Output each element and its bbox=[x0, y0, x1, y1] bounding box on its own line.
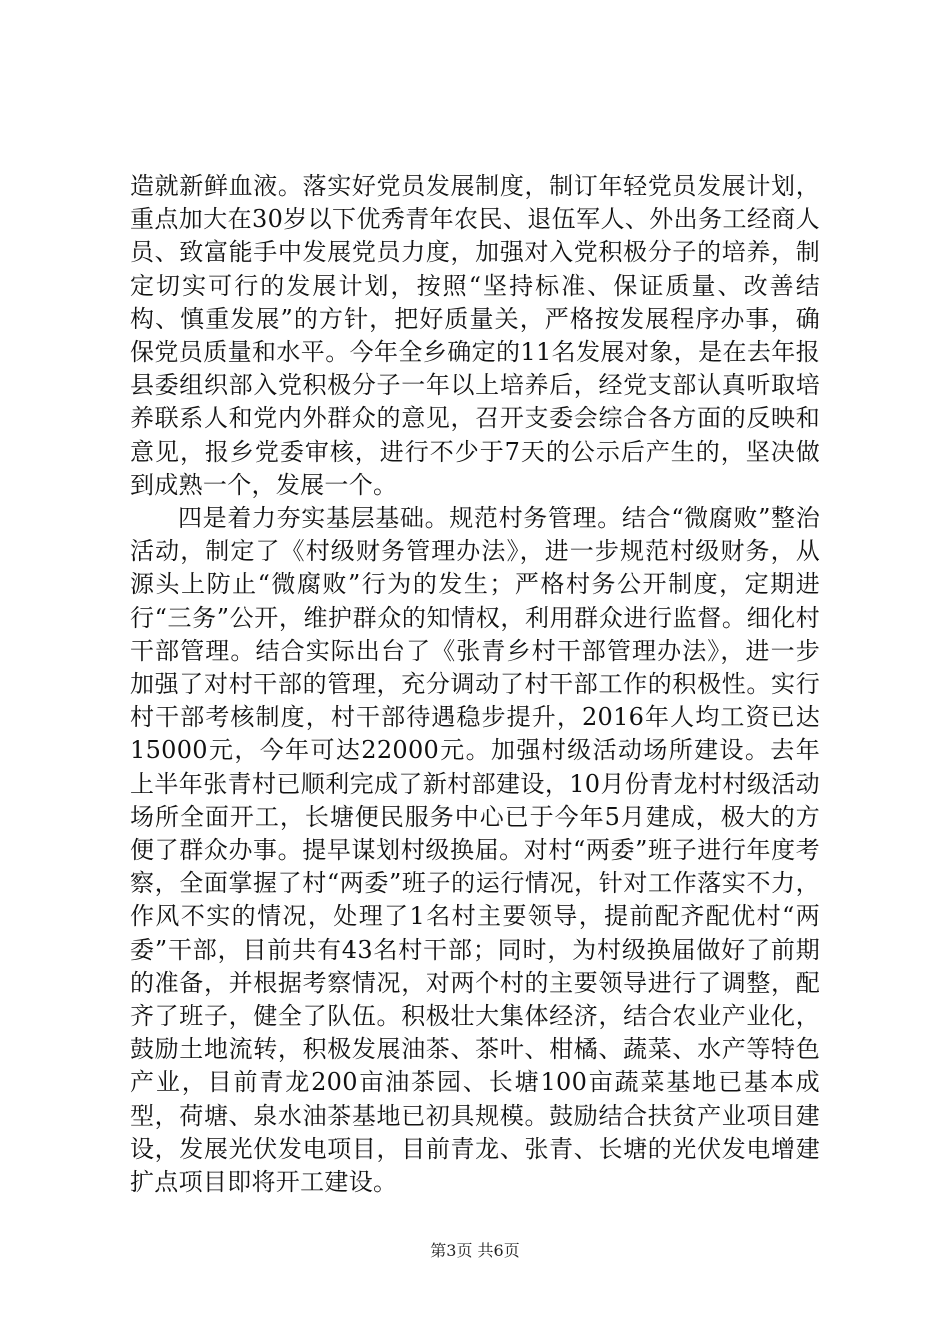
paragraph-continuation: 造就新鲜血液。落实好党员发展制度，制订年轻党员发展计划，重点加大在30岁以下优秀青年农民、退伍军人、外出务工经商人员、致富能手中发展党员力度，加强对入党积极分子的培养，制定切实可行的发展计划，按照“坚持标准、保证质量、改善结构、慎重发展”的方针，把好质量关，严格按发展程序办事，确保党员质量和水平。今年全乡确定的11名发展对象，是在去年报县委组织部入党积极分子一年以上培养后，经党支部认真听取培养联系人和党内外群众的意见，召开支委会综合各方面的反映和意见，报乡党委审核，进行不少于7天的公示后产生的，坚决做到成熟一个，发展一个。 bbox=[130, 172, 820, 499]
paragraph-grassroots-foundation: 四是着力夯实基层基础。规范村务管理。结合“微腐败”整治活动，制定了《村级财务管理办法》，进一步规范村级财务，从源头上防止“微腐败”行为的发生；严格村务公开制度，定期进行“三务”公开，维护群众的知情权，利用群众进行监督。细化村干部管理。结合实际出台了《张青乡村干部管理办法》，进一步加强了对村干部的管理，充分调动了村干部工作的积极性。实行村干部考核制度，村干部待遇稳步提升，2016年人均工资已达15000元，今年可达22000元。加强村级活动场所建设。去年上半年张青村已顺利完成了新村部建设，10月份青龙村村级活动场所全面开工，长塘便民服务中心已于今年5月建成，极大的方便了群众办事。提早谋划村级换届。对村“两委”班子进行年度考察，全面掌握了村“两委”班子的运行情况，针对工作落实不力，作风不实的情况，处理了1名村主要领导，提前配齐配优村“两委”干部，目前共有43名村干部；同时，为村级换届做好了前期的准备，并根据考察情况，对两个村的主要领导进行了调整，配齐了班子，健全了队伍。积极壮大集体经济，结合农业产业化，鼓励土地流转，积极发展油茶、茶叶、柑橘、蔬菜、水产等特色产业，目前青龙200亩油茶园、长塘100亩蔬菜基地已基本成型，荷塘、泉水油茶基地已初具规模。鼓励结合扶贫产业项目建设，发展光伏发电项目，目前青龙、张青、长塘的光伏发电增建扩点项目即将开工建设。 bbox=[130, 504, 820, 1197]
document-body bbox=[130, 170, 820, 1199]
page-number-footer: 第3页 共6页 bbox=[430, 1241, 520, 1260]
